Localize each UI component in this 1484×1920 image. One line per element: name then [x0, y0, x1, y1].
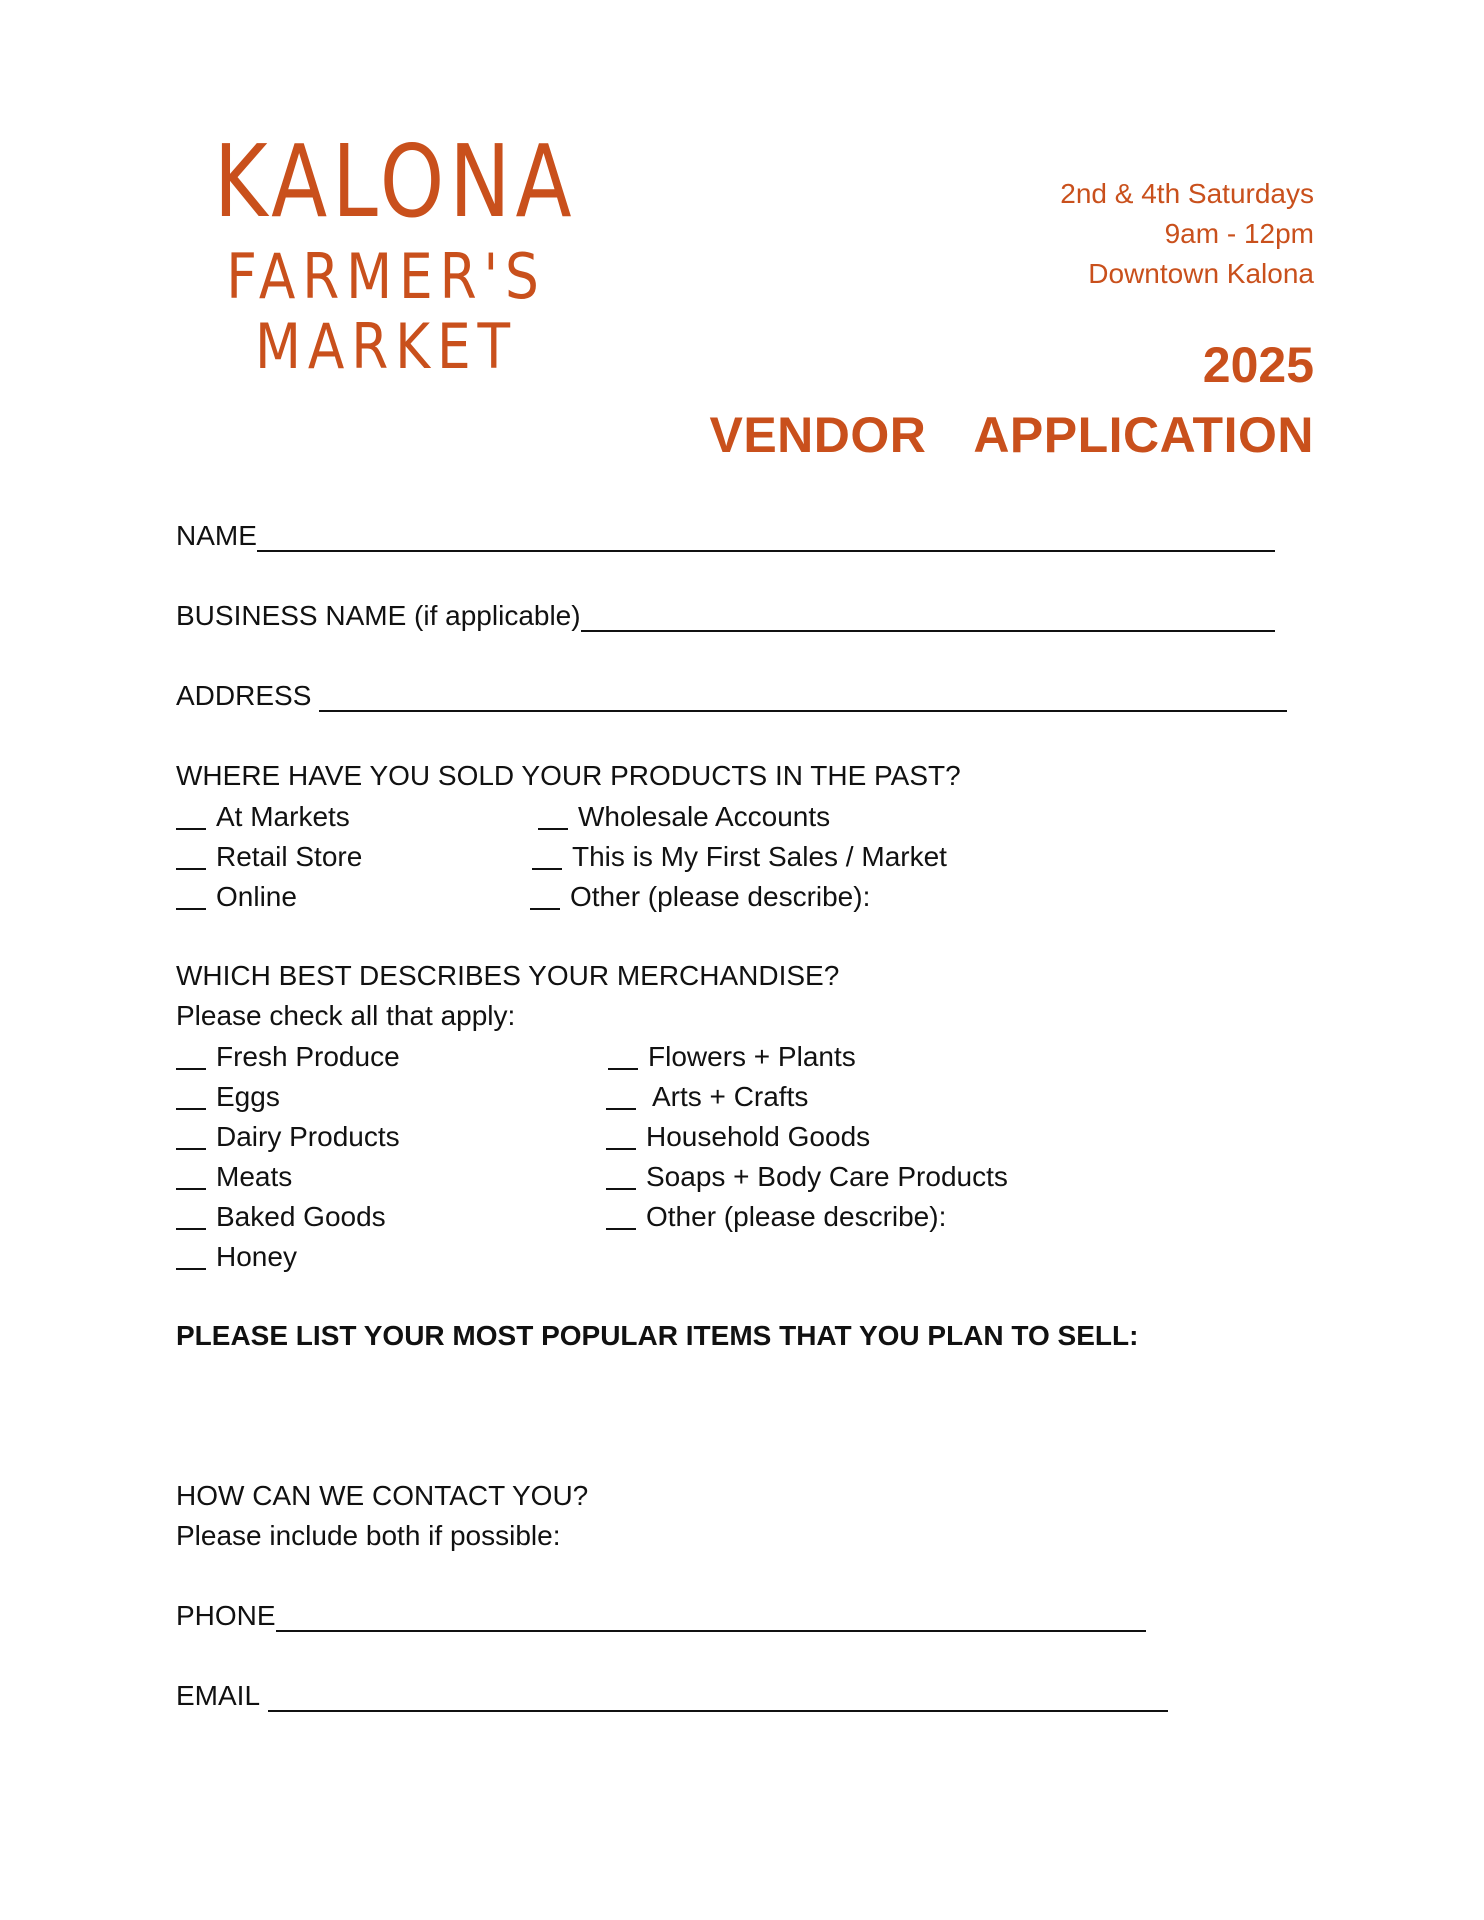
schedule-days: 2nd & 4th Saturdays: [1060, 178, 1314, 209]
email-input-line[interactable]: [268, 1680, 1168, 1712]
checkbox-blank[interactable]: [606, 1084, 636, 1110]
checkbox-blank[interactable]: [176, 804, 206, 830]
phone-label: PHONE: [176, 1600, 276, 1631]
email-field[interactable]: [176, 1680, 1168, 1712]
schedule-location: Downtown Kalona: [1088, 258, 1314, 289]
option-honey[interactable]: Honey: [176, 1240, 297, 1273]
option-first-sales[interactable]: This is My First Sales / Market: [532, 840, 947, 873]
logo-line-farmers: FARMER'S: [226, 240, 546, 313]
logo-line-kalona: KALONA: [213, 123, 577, 240]
option-at-markets[interactable]: At Markets: [176, 800, 350, 833]
logo-line-market: MARKET: [254, 310, 518, 383]
business-name-input-line[interactable]: [581, 600, 1275, 632]
name-label: NAME: [176, 520, 257, 551]
option-merch-other[interactable]: Other (please describe):: [606, 1200, 946, 1233]
option-baked-goods[interactable]: Baked Goods: [176, 1200, 386, 1233]
checkbox-blank[interactable]: [532, 844, 562, 870]
address-input-line[interactable]: [319, 680, 1287, 712]
checkbox-blank[interactable]: [176, 1084, 206, 1110]
checkbox-blank[interactable]: [176, 1044, 206, 1070]
checkbox-blank[interactable]: [176, 1124, 206, 1150]
address-label: ADDRESS: [176, 680, 312, 711]
market-logo: [196, 123, 577, 383]
checkbox-blank[interactable]: [176, 1204, 206, 1230]
checkbox-blank[interactable]: [530, 884, 560, 910]
name-input-line[interactable]: [257, 520, 1275, 552]
option-online[interactable]: Online: [176, 880, 297, 913]
option-arts-crafts[interactable]: Arts + Crafts: [606, 1080, 808, 1113]
market-schedule: [1060, 174, 1314, 294]
checkbox-blank[interactable]: [176, 1244, 206, 1270]
checkbox-blank[interactable]: [606, 1164, 636, 1190]
option-meats[interactable]: Meats: [176, 1160, 292, 1193]
phone-field[interactable]: [176, 1600, 1146, 1632]
popular-items-question: PLEASE LIST YOUR MOST POPULAR ITEMS THAT YOU PLAN TO SELL:: [176, 1320, 1139, 1351]
checkbox-blank[interactable]: [176, 1164, 206, 1190]
contact-question: HOW CAN WE CONTACT YOU?: [176, 1480, 589, 1511]
schedule-hours: 9am - 12pm: [1164, 218, 1314, 249]
option-past-other[interactable]: Other (please describe):: [530, 880, 870, 913]
checkbox-blank[interactable]: [176, 844, 206, 870]
option-soaps-body-care[interactable]: Soaps + Body Care Products: [606, 1160, 1008, 1193]
checkbox-blank[interactable]: [538, 804, 568, 830]
option-eggs[interactable]: Eggs: [176, 1080, 280, 1113]
business-name-field[interactable]: [176, 600, 1275, 632]
checkbox-blank[interactable]: [606, 1204, 636, 1230]
address-field[interactable]: [176, 680, 1287, 712]
name-field[interactable]: [176, 520, 1275, 552]
checkbox-blank[interactable]: [606, 1124, 636, 1150]
contact-instruction: Please include both if possible:: [176, 1520, 561, 1551]
checkbox-blank[interactable]: [608, 1044, 638, 1070]
option-fresh-produce[interactable]: Fresh Produce: [176, 1040, 400, 1073]
merchandise-question: WHICH BEST DESCRIBES YOUR MERCHANDISE?: [176, 960, 840, 991]
option-wholesale-accounts[interactable]: Wholesale Accounts: [538, 800, 830, 833]
application-year: 2025: [1202, 337, 1314, 393]
option-household-goods[interactable]: Household Goods: [606, 1120, 870, 1153]
phone-input-line[interactable]: [276, 1600, 1146, 1632]
email-label: EMAIL: [176, 1680, 261, 1711]
option-retail-store[interactable]: Retail Store: [176, 840, 362, 873]
page-title: VENDOR APPLICATION: [709, 407, 1314, 463]
past-sales-question: WHERE HAVE YOU SOLD YOUR PRODUCTS IN THE PAST?: [176, 760, 961, 791]
merchandise-instruction: Please check all that apply:: [176, 1000, 516, 1031]
checkbox-blank[interactable]: [176, 884, 206, 910]
option-dairy-products[interactable]: Dairy Products: [176, 1120, 400, 1153]
business-name-label: BUSINESS NAME (if applicable): [176, 600, 581, 631]
option-flowers-plants[interactable]: Flowers + Plants: [608, 1040, 856, 1073]
